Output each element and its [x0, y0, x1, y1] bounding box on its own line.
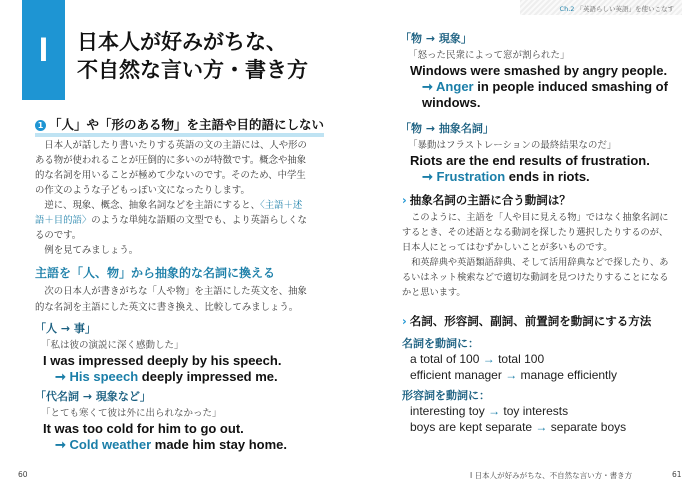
example-after [422, 79, 672, 111]
example-block [35, 390, 335, 453]
to: separate boys [550, 420, 627, 434]
noun-to-verb-block [402, 337, 617, 383]
arrow-icon: → [482, 352, 495, 366]
example-after [422, 169, 690, 185]
paragraph: 例を見てみましょう。 [44, 245, 139, 256]
example-japanese: 「暴動はフラストレーションの最終結果なのだ」 [408, 140, 617, 151]
to: total 100 [498, 352, 545, 366]
from: a total of 100 [410, 352, 480, 366]
from: interesting toy [410, 404, 485, 418]
to: toy interests [503, 404, 569, 418]
adjective-to-verb-block [402, 389, 626, 435]
example-after [55, 369, 335, 385]
example-before: It was too cold for him to go out. [43, 421, 244, 436]
heading-2-text: 抽象名詞の主語に合う動詞は？ [409, 193, 571, 207]
heading-1-text: 「人」や「形のある物」を主語や目的語にしない [49, 117, 325, 132]
arrow-icon: → [488, 404, 501, 418]
paragraph: 和英辞典や英語類語辞典、そして活用辞典などで探したり、あるいはネット検索などで適切な動詞を見つけたりすることになるかと思います。 [402, 257, 669, 298]
heading-2 [402, 314, 651, 329]
example-label: 「物 → 現象」 [400, 32, 472, 45]
list-item [410, 403, 626, 419]
arrow-icon: → [535, 420, 548, 434]
list-item [410, 419, 626, 435]
arrow-icon: ➞ [422, 169, 433, 184]
list-item [410, 351, 617, 367]
chapter-number: Ch.2 [559, 5, 575, 13]
text: deeply impressed me. [138, 369, 278, 384]
to: manage efficiently [520, 368, 618, 382]
title-line-1: 日本人が好みがちな、 [77, 30, 287, 54]
page-number: 61 [672, 470, 682, 479]
arrow-icon: → [505, 368, 518, 382]
highlight-text: 〈主語＋述語＋目的語〉 [35, 200, 303, 226]
heading-2-text: 名詞、形容詞、副詞、前置詞を動詞にする方法 [409, 314, 652, 328]
footer-title: I 日本人が好みがちな、不自然な言い方・書き方 [470, 471, 633, 480]
example-before: I was impressed deeply by his speech. [43, 353, 282, 368]
paragraph [35, 198, 307, 243]
chevron-right-icon: › [402, 314, 407, 328]
chevron-right-icon: › [402, 193, 407, 207]
page-number: 60 [18, 470, 28, 479]
text: ends in riots. [505, 169, 590, 184]
example-block [400, 122, 690, 185]
list-label: 形容詞を動詞に： [402, 389, 490, 402]
page-title [77, 28, 308, 84]
example-japanese: 「怒った民衆によって窓が割られた」 [408, 50, 570, 61]
list-item [410, 367, 617, 383]
text: made him stay home. [151, 437, 287, 452]
from: boys are kept separate [410, 420, 533, 434]
example-before: Riots are the end results of frustration. [410, 153, 650, 168]
paragraph: このように、主語を「人や目に見える物」ではなく抽象名詞にするとき、その述語となる動詞を探したり選択したりするのが、日本人にとってはむずかしいことが多いものです。 [402, 212, 669, 253]
intro-text [35, 138, 307, 258]
section-number-block [22, 0, 65, 100]
heading-2 [402, 193, 571, 208]
paragraph: 日本人が話したり書いたりする英語の文の主語には、人や形のある物が使われることが圧倒的に多いのが特徴です。概念や抽象的な名詞を用いることが極めて少ないのです。そのため、中学生の作文のような子どもっぽい文になったりします。 [35, 140, 307, 196]
from: efficient manager [410, 368, 502, 382]
text: 逆に、現象、概念、抽象名詞などを主語にすると、 [44, 200, 261, 211]
chapter-title: 「英語らしい英語」を使いこなす [576, 5, 674, 13]
highlight: Anger [436, 79, 474, 94]
arrow-icon: ➞ [55, 437, 66, 452]
example-block [35, 322, 335, 385]
example-label: 「人 → 事」 [35, 322, 96, 335]
text: in people induced smashing of windows. [422, 79, 668, 110]
example-after [55, 437, 335, 453]
highlight: Cold weather [69, 437, 152, 452]
example-japanese: 「とても寒くて彼は外に出られなかった」 [41, 408, 222, 419]
number-badge-icon: 1 [35, 120, 46, 131]
list-label: 名詞を動詞に： [402, 337, 479, 350]
section-number: I [38, 30, 49, 69]
example-before: Windows were smashed by angry people. [410, 63, 668, 78]
running-header [520, 0, 682, 15]
example-label: 「物 → 抽象名詞」 [400, 122, 494, 135]
title-line-2: 不自然な言い方・書き方 [77, 58, 308, 82]
body-text [402, 210, 676, 300]
heading-1 [35, 117, 324, 137]
arrow-icon: ➞ [422, 79, 433, 94]
example-block [400, 32, 690, 111]
example-japanese: 「私は彼の演説に深く感動した」 [41, 340, 184, 351]
subheading: 主語を「人、物」から抽象的な名詞に換える [35, 266, 276, 280]
paragraph: 次の日本人が書きがちな「人や物」を主語にした英文を、抽象的な名詞を主語にした英文に書き換え、比較してみましょう。 [35, 286, 307, 313]
highlight: Frustration [436, 169, 506, 184]
text: のような単純な語順の文型でも、より英語らしくなるのです。 [35, 215, 307, 241]
highlight: His speech [69, 369, 139, 384]
example-label: 「代名詞 → 現象など」 [35, 390, 151, 403]
arrow-icon: ➞ [55, 369, 66, 384]
